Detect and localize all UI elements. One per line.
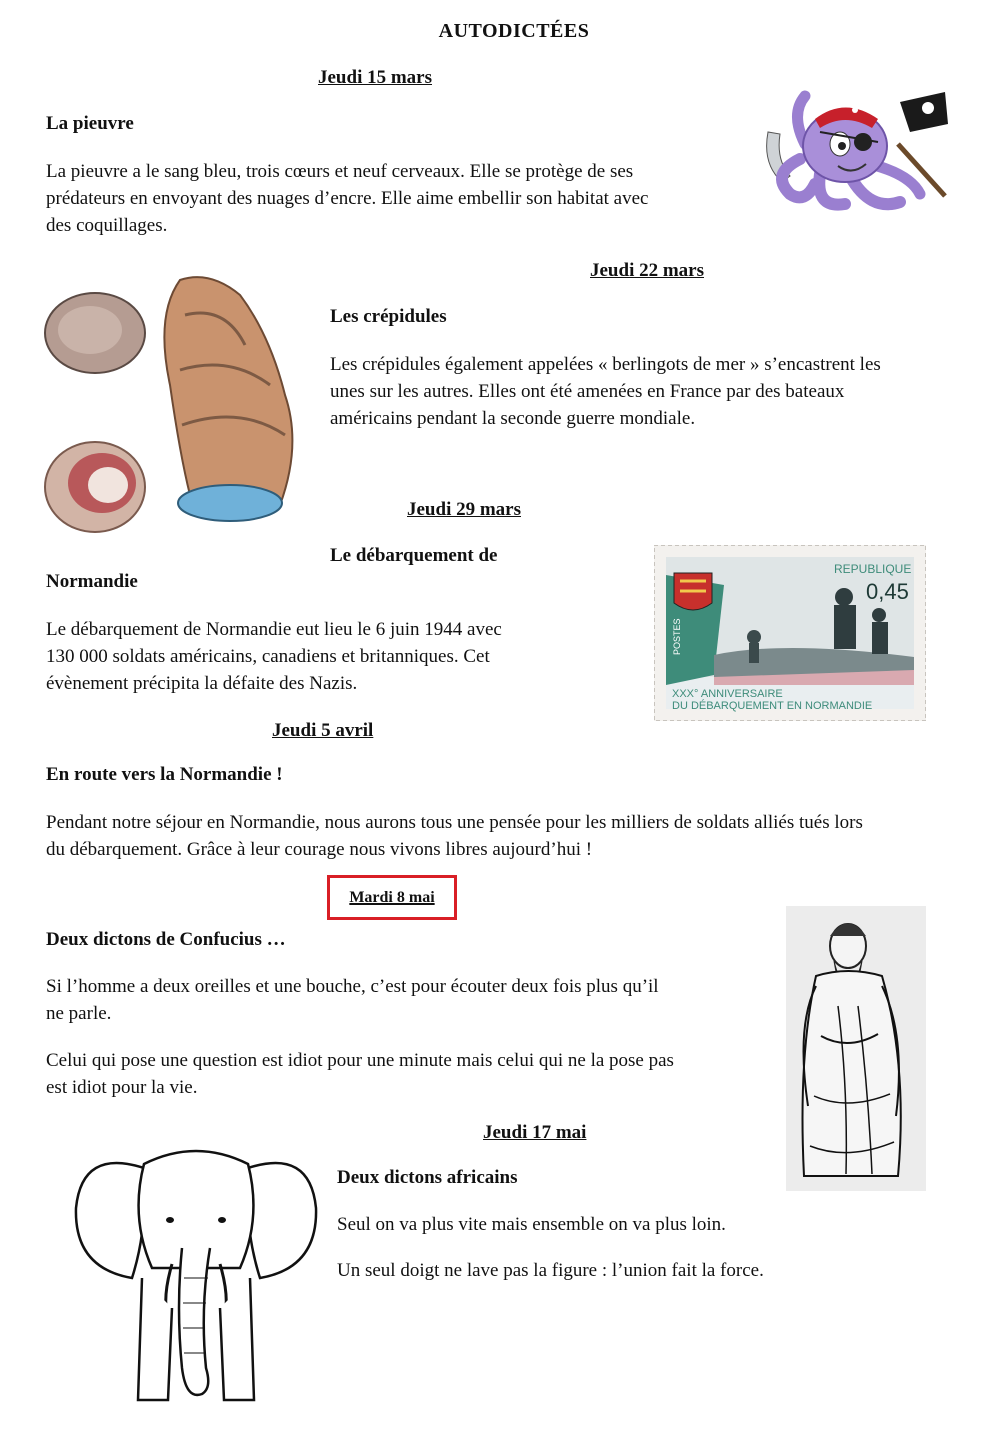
crepidula-shells-image xyxy=(40,275,300,537)
entry-text: Celui qui pose une question est idiot pour une minute mais celui qui ne la pose pas est idiot pour la vie. xyxy=(46,1050,674,1098)
octopus-pirate-image xyxy=(760,84,955,216)
entry-heading: Le débarquement de xyxy=(330,545,498,566)
confucius-image xyxy=(786,906,926,1191)
normandy-stamp-image xyxy=(654,545,926,721)
entry-heading-continued: Normandie xyxy=(46,571,138,592)
stamp-country: REPUBLIQUE xyxy=(834,562,912,576)
entry-date: Mardi 8 mai xyxy=(349,888,435,906)
stamp-caption-2: DU DÉBARQUEMENT EN NORMANDIE xyxy=(672,700,873,712)
entry-heading: Deux dictons africains xyxy=(337,1167,518,1188)
entry-text: Les crépidules également appelées « berlingots de mer » s’encastrent les unes sur les autres. Elles ont été amenées en France par des bateaux américains pendant la seconde guerre mondiale. xyxy=(330,354,881,429)
entry-text: Seul on va plus vite mais ensemble on va plus loin. xyxy=(337,1214,726,1235)
entry-heading: En route vers la Normandie ! xyxy=(46,764,283,785)
elephant-image xyxy=(72,1138,320,1410)
entry-date: Jeudi 5 avril xyxy=(272,720,374,741)
stamp-postes: POSTES xyxy=(672,618,682,655)
entry-heading: La pieuvre xyxy=(46,113,134,134)
entry-date: Jeudi 17 mai xyxy=(483,1122,587,1143)
stamp-value: 0,45 xyxy=(866,579,909,604)
highlighted-date-box xyxy=(327,875,457,920)
entry-text: Un seul doigt ne lave pas la figure : l’union fait la force. xyxy=(337,1260,764,1281)
entry-date: Jeudi 29 mars xyxy=(407,499,521,520)
entry-text: La pieuvre a le sang bleu, trois cœurs et neuf cerveaux. Elle se protège de ses prédateurs en envoyant des nuages d’encre. Elle aime embellir son habitat avec des coquillages. xyxy=(46,161,649,236)
entry-text: Si l’homme a deux oreilles et une bouche, c’est pour écouter deux fois plus qu’il ne parle. xyxy=(46,976,659,1024)
entry-heading: Deux dictons de Confucius … xyxy=(46,929,286,950)
entry-heading: Les crépidules xyxy=(330,306,447,327)
entry-text: Le débarquement de Normandie eut lieu le 6 juin 1944 avec 130 000 soldats américains, canadiens et britanniques. Cet évènement précipita la défaite des Nazis. xyxy=(46,619,502,694)
entry-date: Jeudi 22 mars xyxy=(590,260,704,281)
stamp-caption-1: XXX° ANNIVERSAIRE xyxy=(672,688,783,700)
entry-text: Pendant notre séjour en Normandie, nous aurons tous une pensée pour les milliers de soldats alliés tués lors du débarquement. Grâce à leur courage nous vivons libres aujourd’hui ! xyxy=(46,812,863,860)
document-title: AUTODICTÉES xyxy=(438,20,590,42)
entry-date: Jeudi 15 mars xyxy=(318,67,432,88)
